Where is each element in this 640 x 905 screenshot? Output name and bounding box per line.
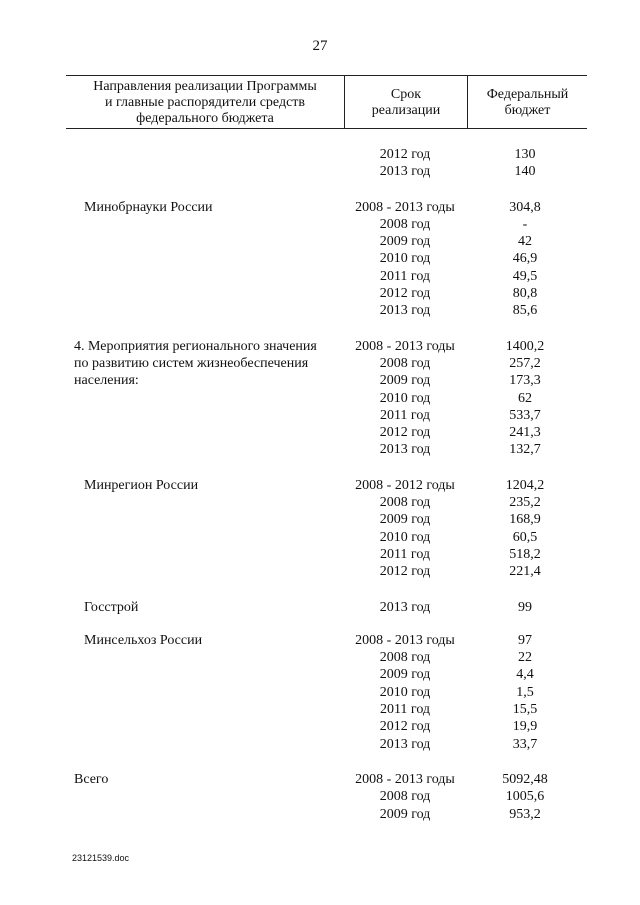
period-cell: 2008 год bbox=[379, 495, 431, 511]
table-row bbox=[0, 407, 640, 424]
period-cell: 2013 год bbox=[379, 599, 431, 615]
amount-cell: 1204,2 bbox=[505, 477, 545, 493]
amount-cell: 22 bbox=[518, 650, 532, 666]
amount-cell: 33,7 bbox=[512, 736, 538, 752]
amount-cell: 46,9 bbox=[512, 251, 538, 267]
amount-cell: 42 bbox=[518, 234, 532, 250]
amount-cell: 235,2 bbox=[509, 495, 541, 511]
period-cell: 2008 - 2013 годы bbox=[355, 338, 455, 354]
table-header-bottom-rule bbox=[66, 128, 587, 129]
direction-cell: Минрегион России bbox=[84, 477, 199, 493]
period-cell: 2011 год bbox=[379, 546, 431, 562]
direction-cell: Минобрнауки России bbox=[84, 199, 213, 215]
period-cell: 2008 год bbox=[379, 789, 431, 805]
period-cell: 2012 год bbox=[379, 425, 431, 441]
period-cell: 2009 год bbox=[379, 234, 431, 250]
amount-cell: 168,9 bbox=[509, 512, 541, 528]
header-period-line: Срок bbox=[390, 87, 422, 102]
period-cell: 2008 год bbox=[379, 650, 431, 666]
table-row bbox=[0, 806, 640, 823]
amount-cell: 97 bbox=[518, 632, 532, 648]
table-row bbox=[0, 684, 640, 701]
direction-cell: Минсельхоз России bbox=[84, 632, 203, 648]
amount-cell: 173,3 bbox=[509, 373, 541, 389]
table-row bbox=[0, 146, 640, 163]
header-directions-line: федерального бюджета bbox=[136, 111, 274, 126]
table-row bbox=[0, 233, 640, 250]
period-cell: 2012 год bbox=[379, 147, 431, 162]
period-cell: 2010 год bbox=[379, 390, 431, 406]
amount-cell: 62 bbox=[518, 390, 532, 406]
amount-cell: 19,9 bbox=[512, 719, 538, 735]
period-cell: 2008 - 2012 годы bbox=[355, 477, 455, 493]
period-cell: 2008 - 2013 годы bbox=[355, 771, 455, 787]
amount-cell: - bbox=[522, 216, 528, 232]
amount-cell: 130 bbox=[514, 147, 536, 162]
amount-cell: 1400,2 bbox=[505, 338, 545, 354]
amount-cell: 49,5 bbox=[512, 268, 538, 284]
table-row bbox=[0, 788, 640, 805]
table-row bbox=[0, 441, 640, 458]
table-row bbox=[0, 390, 640, 407]
table-row bbox=[0, 599, 640, 616]
table-row bbox=[0, 563, 640, 580]
header-period bbox=[345, 87, 467, 119]
table-row bbox=[0, 718, 640, 735]
period-cell: 2011 год bbox=[379, 268, 431, 284]
direction-cell: Всего bbox=[74, 771, 109, 787]
document-filename: 23121539.doc bbox=[72, 853, 130, 863]
amount-cell: 60,5 bbox=[512, 529, 538, 545]
amount-cell: 5092,48 bbox=[502, 771, 548, 787]
period-cell: 2008 год bbox=[379, 216, 431, 232]
period-cell: 2012 год bbox=[379, 564, 431, 580]
amount-cell: 1,5 bbox=[516, 684, 534, 700]
period-cell: 2013 год bbox=[379, 164, 431, 180]
amount-cell: 99 bbox=[518, 599, 532, 615]
amount-cell: 221,4 bbox=[509, 564, 541, 580]
period-cell: 2011 год bbox=[379, 702, 431, 718]
direction-cell: населения: bbox=[74, 373, 139, 389]
amount-cell: 80,8 bbox=[512, 286, 538, 302]
amount-cell: 85,6 bbox=[512, 303, 538, 319]
table-row bbox=[0, 372, 640, 389]
period-cell: 2012 год bbox=[379, 286, 431, 302]
table-row bbox=[0, 268, 640, 285]
table-row bbox=[0, 250, 640, 267]
period-cell: 2013 год bbox=[379, 303, 431, 319]
amount-cell: 257,2 bbox=[509, 355, 541, 371]
table-row bbox=[0, 216, 640, 233]
table-row bbox=[0, 546, 640, 563]
amount-cell: 140 bbox=[514, 164, 536, 180]
header-budget-line: бюджет bbox=[504, 103, 551, 118]
period-cell: 2009 год bbox=[379, 512, 431, 528]
amount-cell: 533,7 bbox=[509, 407, 541, 423]
direction-cell: по развитию систем жизнеобеспечения bbox=[74, 355, 309, 371]
direction-cell: 4. Мероприятия регионального значения bbox=[74, 338, 317, 354]
table-row bbox=[0, 511, 640, 528]
table-row bbox=[0, 632, 640, 649]
amount-cell: 132,7 bbox=[509, 442, 541, 458]
amount-cell: 241,3 bbox=[509, 425, 541, 441]
table-row bbox=[0, 302, 640, 319]
header-directions-line: и главные распорядители средств bbox=[104, 95, 306, 110]
period-cell: 2009 год bbox=[379, 373, 431, 389]
period-cell: 2013 год bbox=[379, 736, 431, 752]
period-cell: 2009 год bbox=[379, 667, 431, 683]
header-directions-line: Направления реализации Программы bbox=[93, 79, 317, 94]
page-number: 27 bbox=[312, 38, 328, 54]
header-directions bbox=[66, 79, 344, 127]
table-row bbox=[0, 701, 640, 718]
table-row bbox=[0, 477, 640, 494]
table-row bbox=[0, 736, 640, 753]
period-cell: 2009 год bbox=[379, 806, 431, 822]
table-body bbox=[0, 146, 640, 823]
amount-cell: 1005,6 bbox=[505, 789, 545, 805]
period-cell: 2010 год bbox=[379, 251, 431, 267]
header-budget-line: Федеральный bbox=[486, 87, 569, 102]
table-row bbox=[0, 355, 640, 372]
table-row bbox=[0, 666, 640, 683]
table-row bbox=[0, 649, 640, 666]
header-budget bbox=[468, 87, 587, 119]
period-cell: 2013 год bbox=[379, 442, 431, 458]
amount-cell: 518,2 bbox=[509, 546, 541, 562]
table-row bbox=[0, 494, 640, 511]
table-row bbox=[0, 338, 640, 355]
period-cell: 2008 - 2013 годы bbox=[355, 199, 455, 215]
period-cell: 2012 год bbox=[379, 719, 431, 735]
table-top-rule bbox=[66, 75, 587, 76]
amount-cell: 953,2 bbox=[509, 806, 541, 822]
table-row bbox=[0, 771, 640, 788]
header-period-line: реализации bbox=[371, 103, 441, 118]
period-cell: 2010 год bbox=[379, 684, 431, 700]
period-cell: 2008 год bbox=[379, 355, 431, 371]
table-row bbox=[0, 529, 640, 546]
amount-cell: 15,5 bbox=[512, 702, 538, 718]
period-cell: 2008 - 2013 годы bbox=[355, 632, 455, 648]
table-row bbox=[0, 424, 640, 441]
amount-cell: 304,8 bbox=[509, 199, 541, 215]
period-cell: 2011 год bbox=[379, 407, 431, 423]
table-row bbox=[0, 199, 640, 216]
amount-cell: 4,4 bbox=[516, 667, 534, 683]
direction-cell: Госстрой bbox=[84, 599, 139, 615]
period-cell: 2010 год bbox=[379, 529, 431, 545]
table-row bbox=[0, 285, 640, 302]
table-row bbox=[0, 163, 640, 180]
